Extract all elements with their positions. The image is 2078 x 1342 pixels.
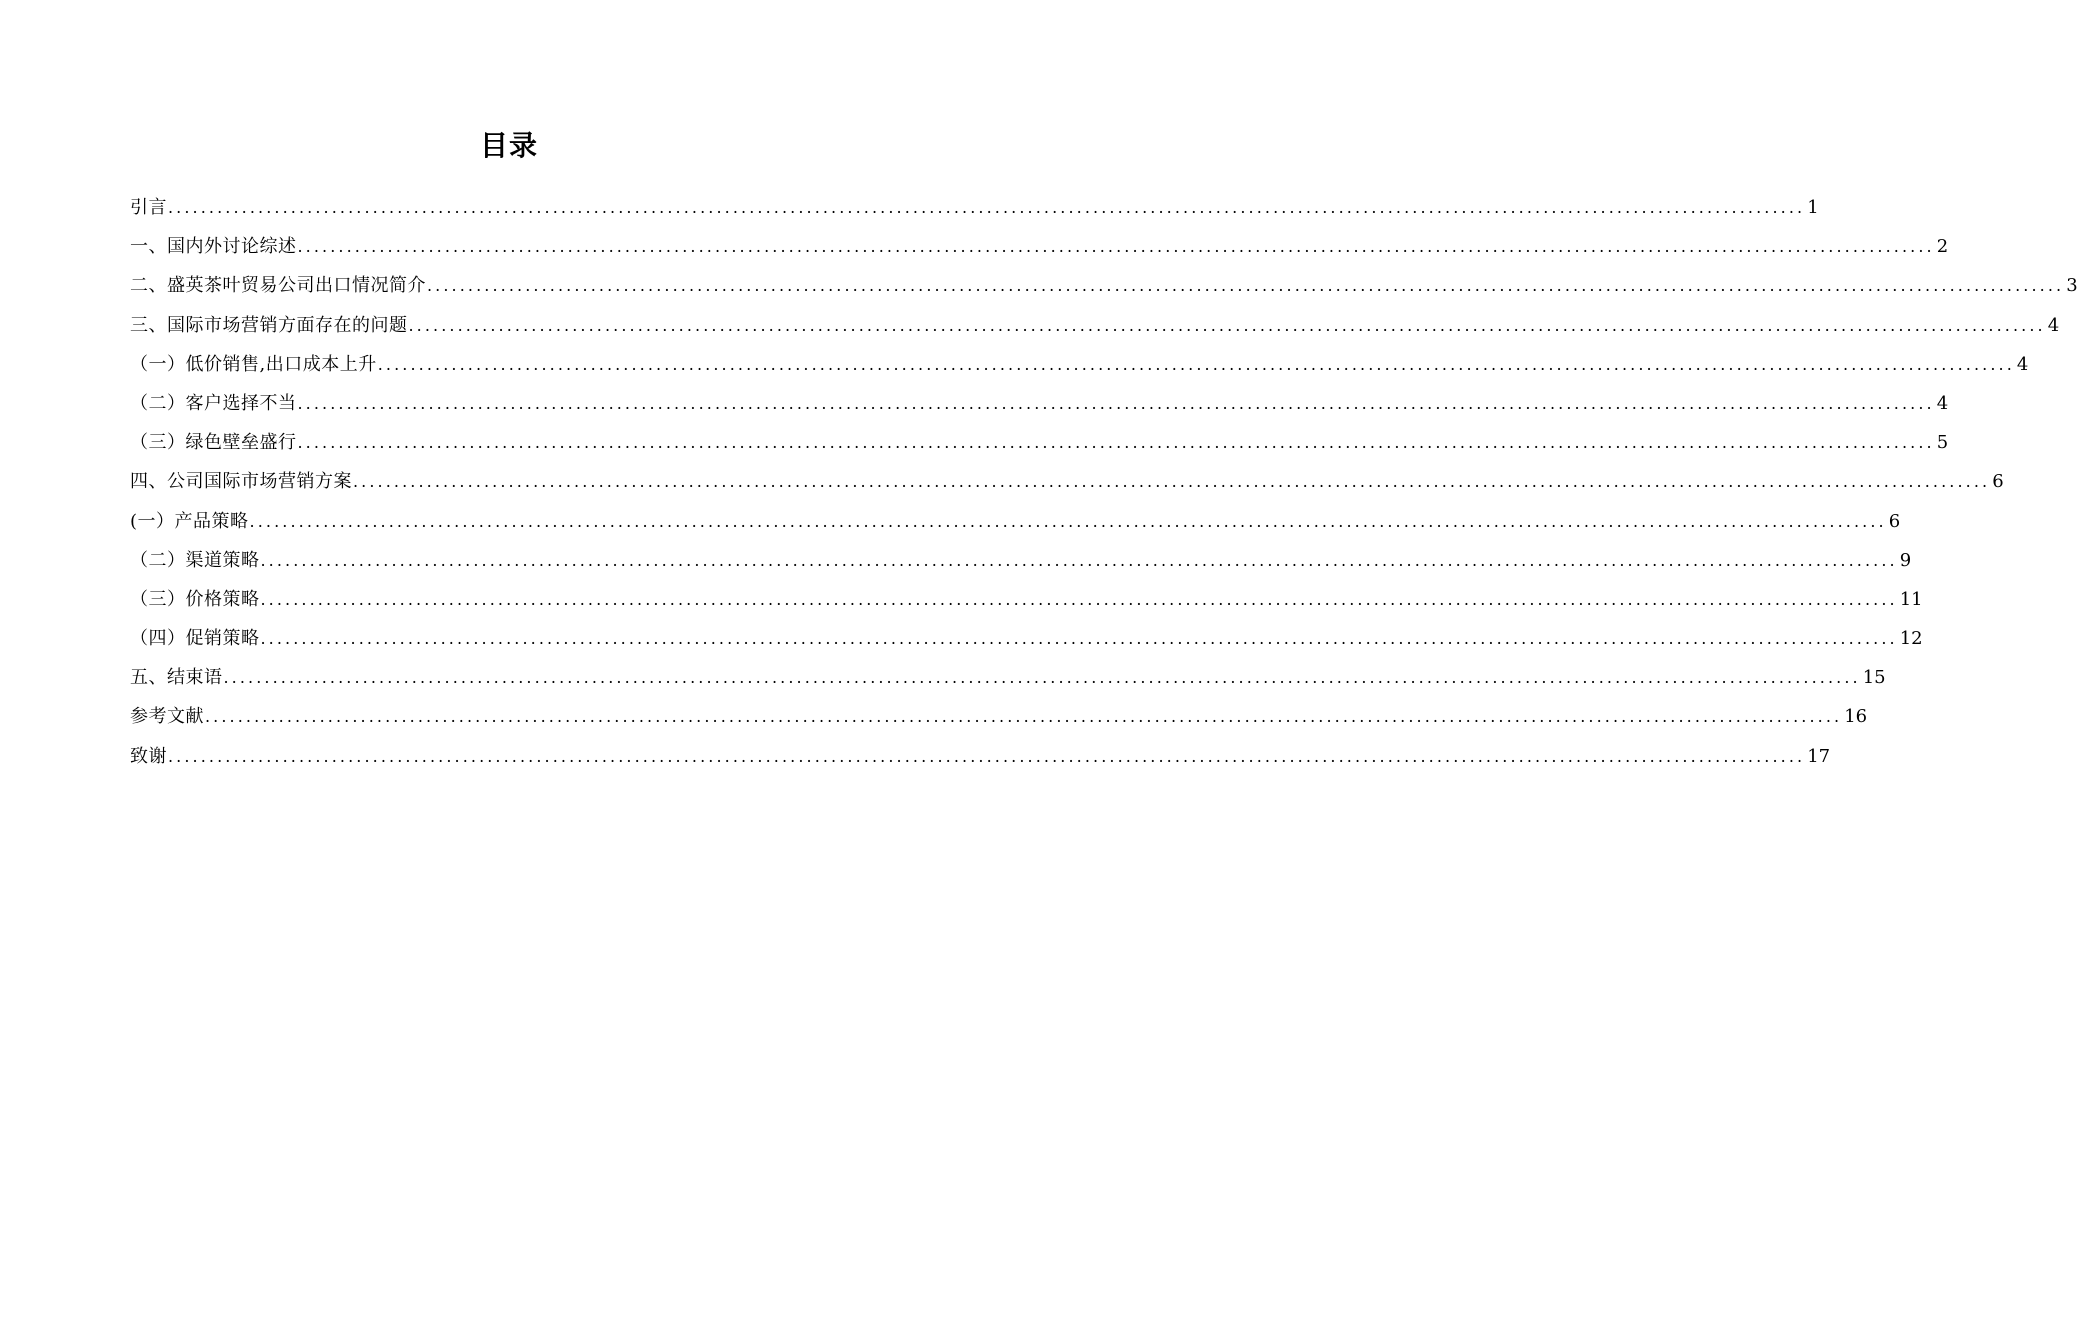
toc-entry-page: 11	[1899, 588, 1923, 610]
toc-entry-page: 6	[1888, 510, 1901, 532]
toc-entry[interactable]	[130, 384, 1949, 423]
toc-entry-text: 四、公司国际市场营销方案	[130, 471, 352, 493]
toc-entry[interactable]	[130, 266, 2078, 305]
toc-entry-page: 1	[1807, 197, 1819, 218]
toc-leader-dots: ........................................................................................................................................................................................................	[260, 589, 1898, 609]
toc-leader-dots: ........................................................................................................................................................................................................	[168, 746, 1806, 766]
toc-entry[interactable]	[130, 345, 2029, 384]
toc-entry-text: （四）促销策略	[130, 628, 260, 650]
toc-entry-text: （二）客户选择不当	[130, 392, 297, 414]
toc-entry-page: 15	[1862, 667, 1886, 689]
toc-entry[interactable]	[130, 541, 1912, 580]
toc-entry-text: (一）产品策略	[130, 510, 249, 532]
toc-entry[interactable]	[130, 423, 1949, 462]
toc-entry-page: 3	[2066, 275, 2078, 297]
toc-entry-text: 致谢	[130, 745, 167, 767]
toc-leader-dots: ........................................................................................................................................................................................................	[427, 276, 2065, 296]
toc-entry-page: 4	[1936, 392, 1949, 414]
toc-entry-text: （二）渠道策略	[130, 549, 260, 571]
table-of-contents	[130, 188, 2078, 776]
toc-entry-page: 9	[1899, 549, 1912, 571]
toc-entry[interactable]	[130, 306, 2060, 345]
toc-entry-text: （三）价格策略	[130, 588, 260, 610]
toc-entry[interactable]	[130, 737, 1831, 776]
toc-entry-page: 17	[1807, 745, 1831, 767]
toc-leader-dots: ........................................................................................................................................................................................................	[168, 198, 1806, 217]
toc-entry-text: 参考文献	[130, 706, 204, 728]
toc-title: 目录	[479, 129, 538, 162]
toc-entry-page: 2	[1936, 236, 1949, 258]
toc-entry[interactable]	[130, 619, 1923, 658]
toc-entry-text: 二、盛英茶叶贸易公司出口情况简介	[130, 275, 426, 297]
toc-entry-page: 5	[1936, 432, 1949, 454]
toc-entry-page: 6	[1992, 471, 2004, 493]
toc-leader-dots: ........................................................................................................................................................................................................	[377, 354, 2015, 374]
toc-leader-dots: ........................................................................................................................................................................................................	[223, 668, 1861, 688]
toc-entry[interactable]	[130, 580, 1923, 619]
toc-leader-dots: ........................................................................................................................................................................................................	[297, 393, 1935, 413]
toc-entry-text: 引言	[130, 197, 167, 218]
toc-leader-dots: ........................................................................................................................................................................................................	[353, 472, 1991, 492]
toc-entry[interactable]	[130, 227, 1949, 266]
toc-leader-dots: ........................................................................................................................................................................................................	[249, 511, 1887, 531]
toc-leader-dots: ........................................................................................................................................................................................................	[205, 707, 1843, 727]
toc-entry-page: 12	[1899, 628, 1923, 650]
toc-leader-dots: ........................................................................................................................................................................................................	[408, 315, 2046, 335]
toc-entry[interactable]	[130, 658, 1886, 697]
toc-leader-dots: ........................................................................................................................................................................................................	[297, 237, 1935, 257]
toc-entry-page: 4	[2016, 353, 2029, 375]
toc-leader-dots: ........................................................................................................................................................................................................	[260, 550, 1898, 570]
toc-entry[interactable]	[130, 462, 2004, 501]
toc-entry-text: （一）低价销售,出口成本上升	[130, 353, 377, 375]
toc-entry[interactable]	[130, 188, 1819, 227]
toc-entry-text: （三）绿色壁垒盛行	[130, 432, 297, 454]
toc-entry-page: 16	[1844, 706, 1868, 728]
toc-entry[interactable]	[130, 697, 1868, 736]
toc-leader-dots: ........................................................................................................................................................................................................	[260, 629, 1898, 649]
toc-leader-dots: ........................................................................................................................................................................................................	[297, 433, 1935, 453]
toc-entry[interactable]	[130, 502, 1901, 541]
toc-entry-page: 4	[2047, 314, 2060, 336]
toc-entry-text: 三、国际市场营销方面存在的问题	[130, 314, 408, 336]
toc-entry-text: 五、结束语	[130, 667, 223, 689]
toc-entry-text: 一、国内外讨论综述	[130, 236, 297, 258]
